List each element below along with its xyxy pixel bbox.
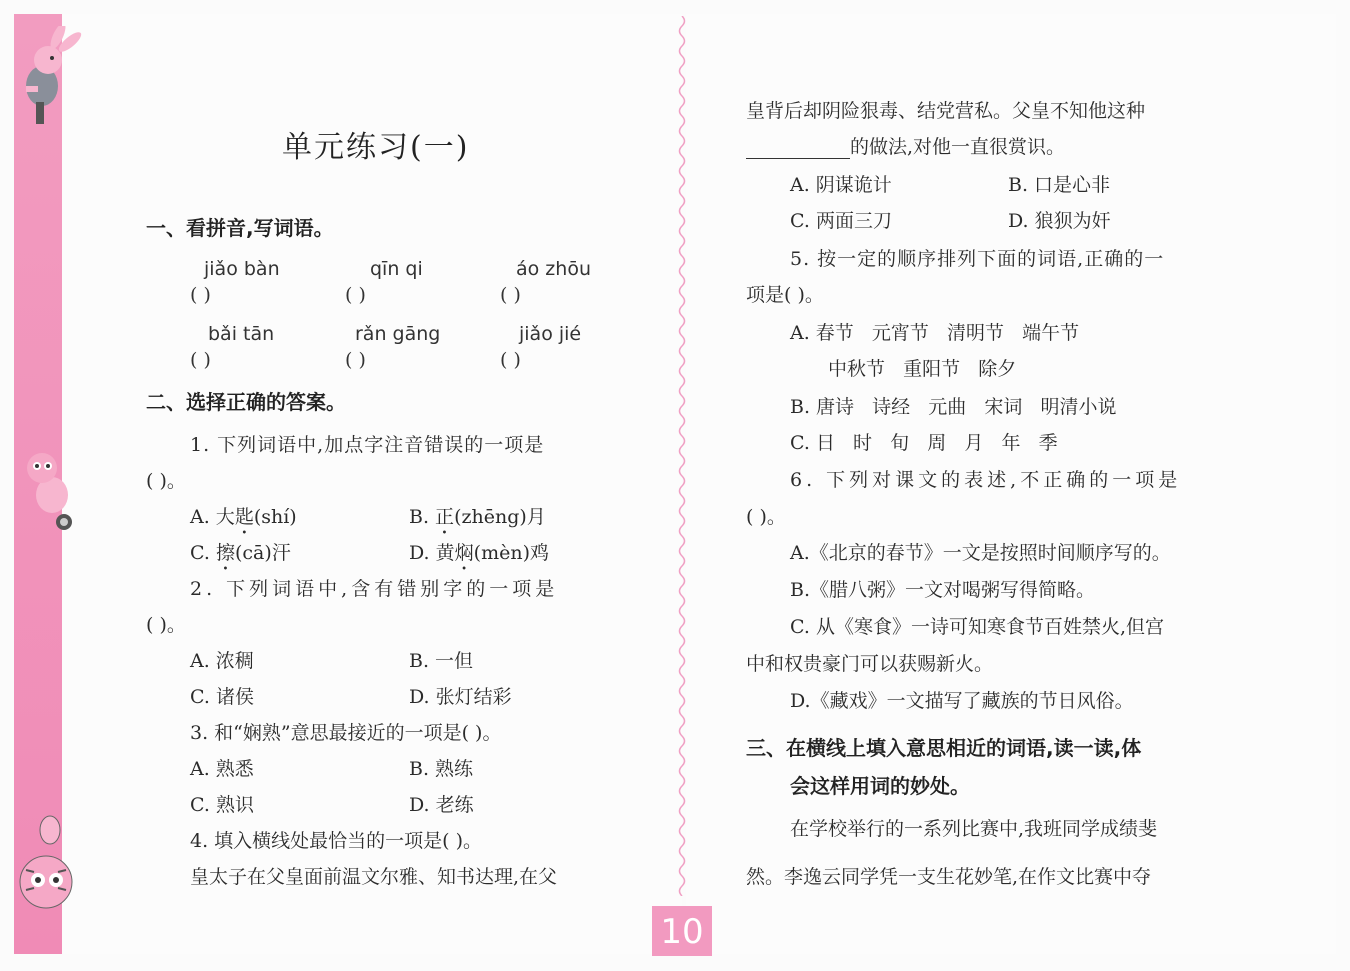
- q6-stem: 6. 下列对课文的表述,不正确的一项是: [790, 469, 1182, 491]
- pinyin-6: jiǎo jié: [519, 323, 582, 345]
- page-title: 单元练习(一): [282, 130, 470, 165]
- q1-option-d[interactable]: [409, 538, 549, 575]
- answer-blank-2[interactable]: ( ): [345, 284, 366, 306]
- q6-option-a[interactable]: A.《北京的春节》一文是按照时间顺序写的。: [790, 542, 1171, 564]
- section2-heading: 二、选择正确的答案。: [146, 390, 346, 414]
- q4-passage-line2: 皇背后却阴险狠毒、结党营私。父皇不知他这种: [746, 100, 1146, 122]
- q2-answer-blank[interactable]: ( )。: [146, 614, 186, 636]
- q1-d-suffix: (mèn)鸡: [473, 542, 549, 564]
- section3-heading-cont: 会这样用词的妙处。: [790, 774, 970, 798]
- q1-c-prefix: C.: [190, 542, 216, 564]
- pinyin-5: rǎn gāng: [355, 323, 441, 345]
- answer-blank-3[interactable]: ( ): [500, 284, 521, 306]
- q4-option-a[interactable]: A. 阴谋诡计: [790, 174, 892, 196]
- section3-heading: 三、在横线上填入意思相近的词语,读一读,体: [746, 736, 1142, 760]
- answer-blank-5[interactable]: ( ): [345, 349, 366, 371]
- q1-d-dotted-char: 焖: [454, 542, 474, 564]
- q1-option-a[interactable]: [190, 502, 297, 539]
- q1-a-dotted-char: 匙: [234, 506, 254, 528]
- q1-b-dotted-char: 正: [435, 506, 455, 528]
- q3-option-b[interactable]: B. 熟练: [409, 758, 474, 780]
- pinyin-2: qīn qi: [370, 258, 423, 280]
- q5-option-a[interactable]: A. 春节 元宵节 清明节 端午节: [790, 322, 1080, 344]
- q4-option-c[interactable]: C. 两面三刀: [790, 210, 892, 232]
- answer-blank-6[interactable]: ( ): [500, 349, 521, 371]
- cat-illustration: [12, 440, 84, 540]
- q1-a-suffix: (shí): [253, 506, 297, 528]
- q2-stem: 2. 下列词语中,含有错别字的一项是: [190, 578, 559, 600]
- q2-option-b[interactable]: B. 一但: [409, 650, 474, 672]
- q1-option-c[interactable]: [190, 538, 291, 575]
- wavy-divider: [676, 16, 688, 896]
- q6-option-c[interactable]: C. 从《寒食》一诗可知寒食节百姓禁火,但宫: [790, 616, 1164, 638]
- pinyin-3: áo zhōu: [516, 258, 591, 280]
- q4-stem: 4. 填入横线处最恰当的一项是( )。: [190, 830, 483, 852]
- q5-stem: 5. 按一定的顺序排列下面的词语,正确的一: [790, 248, 1165, 270]
- answer-blank-4[interactable]: ( ): [190, 349, 211, 371]
- q1-c-suffix: (cā)汗: [234, 542, 291, 564]
- pinyin-1: jiǎo bàn: [204, 258, 280, 280]
- q1-stem: 1. 下列词语中,加点字注音错误的一项是: [190, 434, 545, 456]
- q1-answer-blank[interactable]: ( )。: [146, 470, 186, 492]
- q6-option-c-cont: 中和权贵豪门可以获赐新火。: [746, 653, 994, 675]
- q1-a-prefix: A. 大: [190, 506, 235, 528]
- q2-option-a[interactable]: A. 浓稠: [190, 650, 254, 672]
- rabbit-illustration: [12, 26, 84, 136]
- q4-passage-line1: 皇太子在父皇面前温文尔雅、知书达理,在父: [190, 866, 558, 888]
- q1-option-b[interactable]: [409, 502, 546, 539]
- q5-stem-line2[interactable]: 项是( )。: [746, 284, 824, 306]
- q6-answer-blank[interactable]: ( )。: [746, 506, 786, 528]
- q3-option-a[interactable]: A. 熟悉: [190, 758, 254, 780]
- q4-fill-blank[interactable]: [746, 140, 850, 159]
- tiger-illustration: [12, 810, 84, 930]
- q1-b-prefix: B.: [409, 506, 436, 528]
- q3-option-c[interactable]: C. 熟识: [190, 794, 254, 816]
- q3-option-d[interactable]: D. 老练: [409, 794, 474, 816]
- q3-stem: 3. 和“娴熟”意思最接近的一项是( )。: [190, 722, 502, 744]
- q1-b-suffix: (zhēng)月: [454, 506, 546, 528]
- pinyin-4: bǎi tān: [208, 323, 275, 345]
- q4-passage-line3: [746, 132, 1065, 159]
- q1-d-prefix: D. 黄: [409, 542, 455, 564]
- section3-paragraph-line2: 然。李逸云同学凭一支生花妙笔,在作文比赛中夺: [746, 866, 1152, 888]
- section1-heading: 一、看拼音,写词语。: [146, 216, 334, 240]
- page-number: 10: [652, 906, 712, 956]
- q1-c-dotted-char: 擦: [215, 542, 235, 564]
- q5-option-b[interactable]: B. 唐诗 诗经 元曲 宋词 明清小说: [790, 396, 1117, 418]
- q4-passage-line3-text: 的做法,对他一直很赏识。: [850, 136, 1066, 158]
- section3-paragraph-line1: 在学校举行的一系列比赛中,我班同学成绩斐: [790, 818, 1158, 840]
- q6-option-b[interactable]: B.《腊八粥》一文对喝粥写得简略。: [790, 579, 1096, 601]
- q6-option-d[interactable]: D.《藏戏》一文描写了藏族的节日风俗。: [790, 690, 1134, 712]
- q5-option-c[interactable]: C. 日 时 旬 周 月 年 季: [790, 432, 1058, 454]
- q5-option-a-cont: 中秋节 重阳节 除夕: [828, 358, 1017, 380]
- q2-option-c[interactable]: C. 诸侯: [190, 686, 254, 708]
- q2-option-d[interactable]: D. 张灯结彩: [409, 686, 512, 708]
- q4-option-d[interactable]: D. 狼狈为奸: [1008, 210, 1111, 232]
- q4-option-b[interactable]: B. 口是心非: [1008, 174, 1111, 196]
- answer-blank-1[interactable]: ( ): [190, 284, 211, 306]
